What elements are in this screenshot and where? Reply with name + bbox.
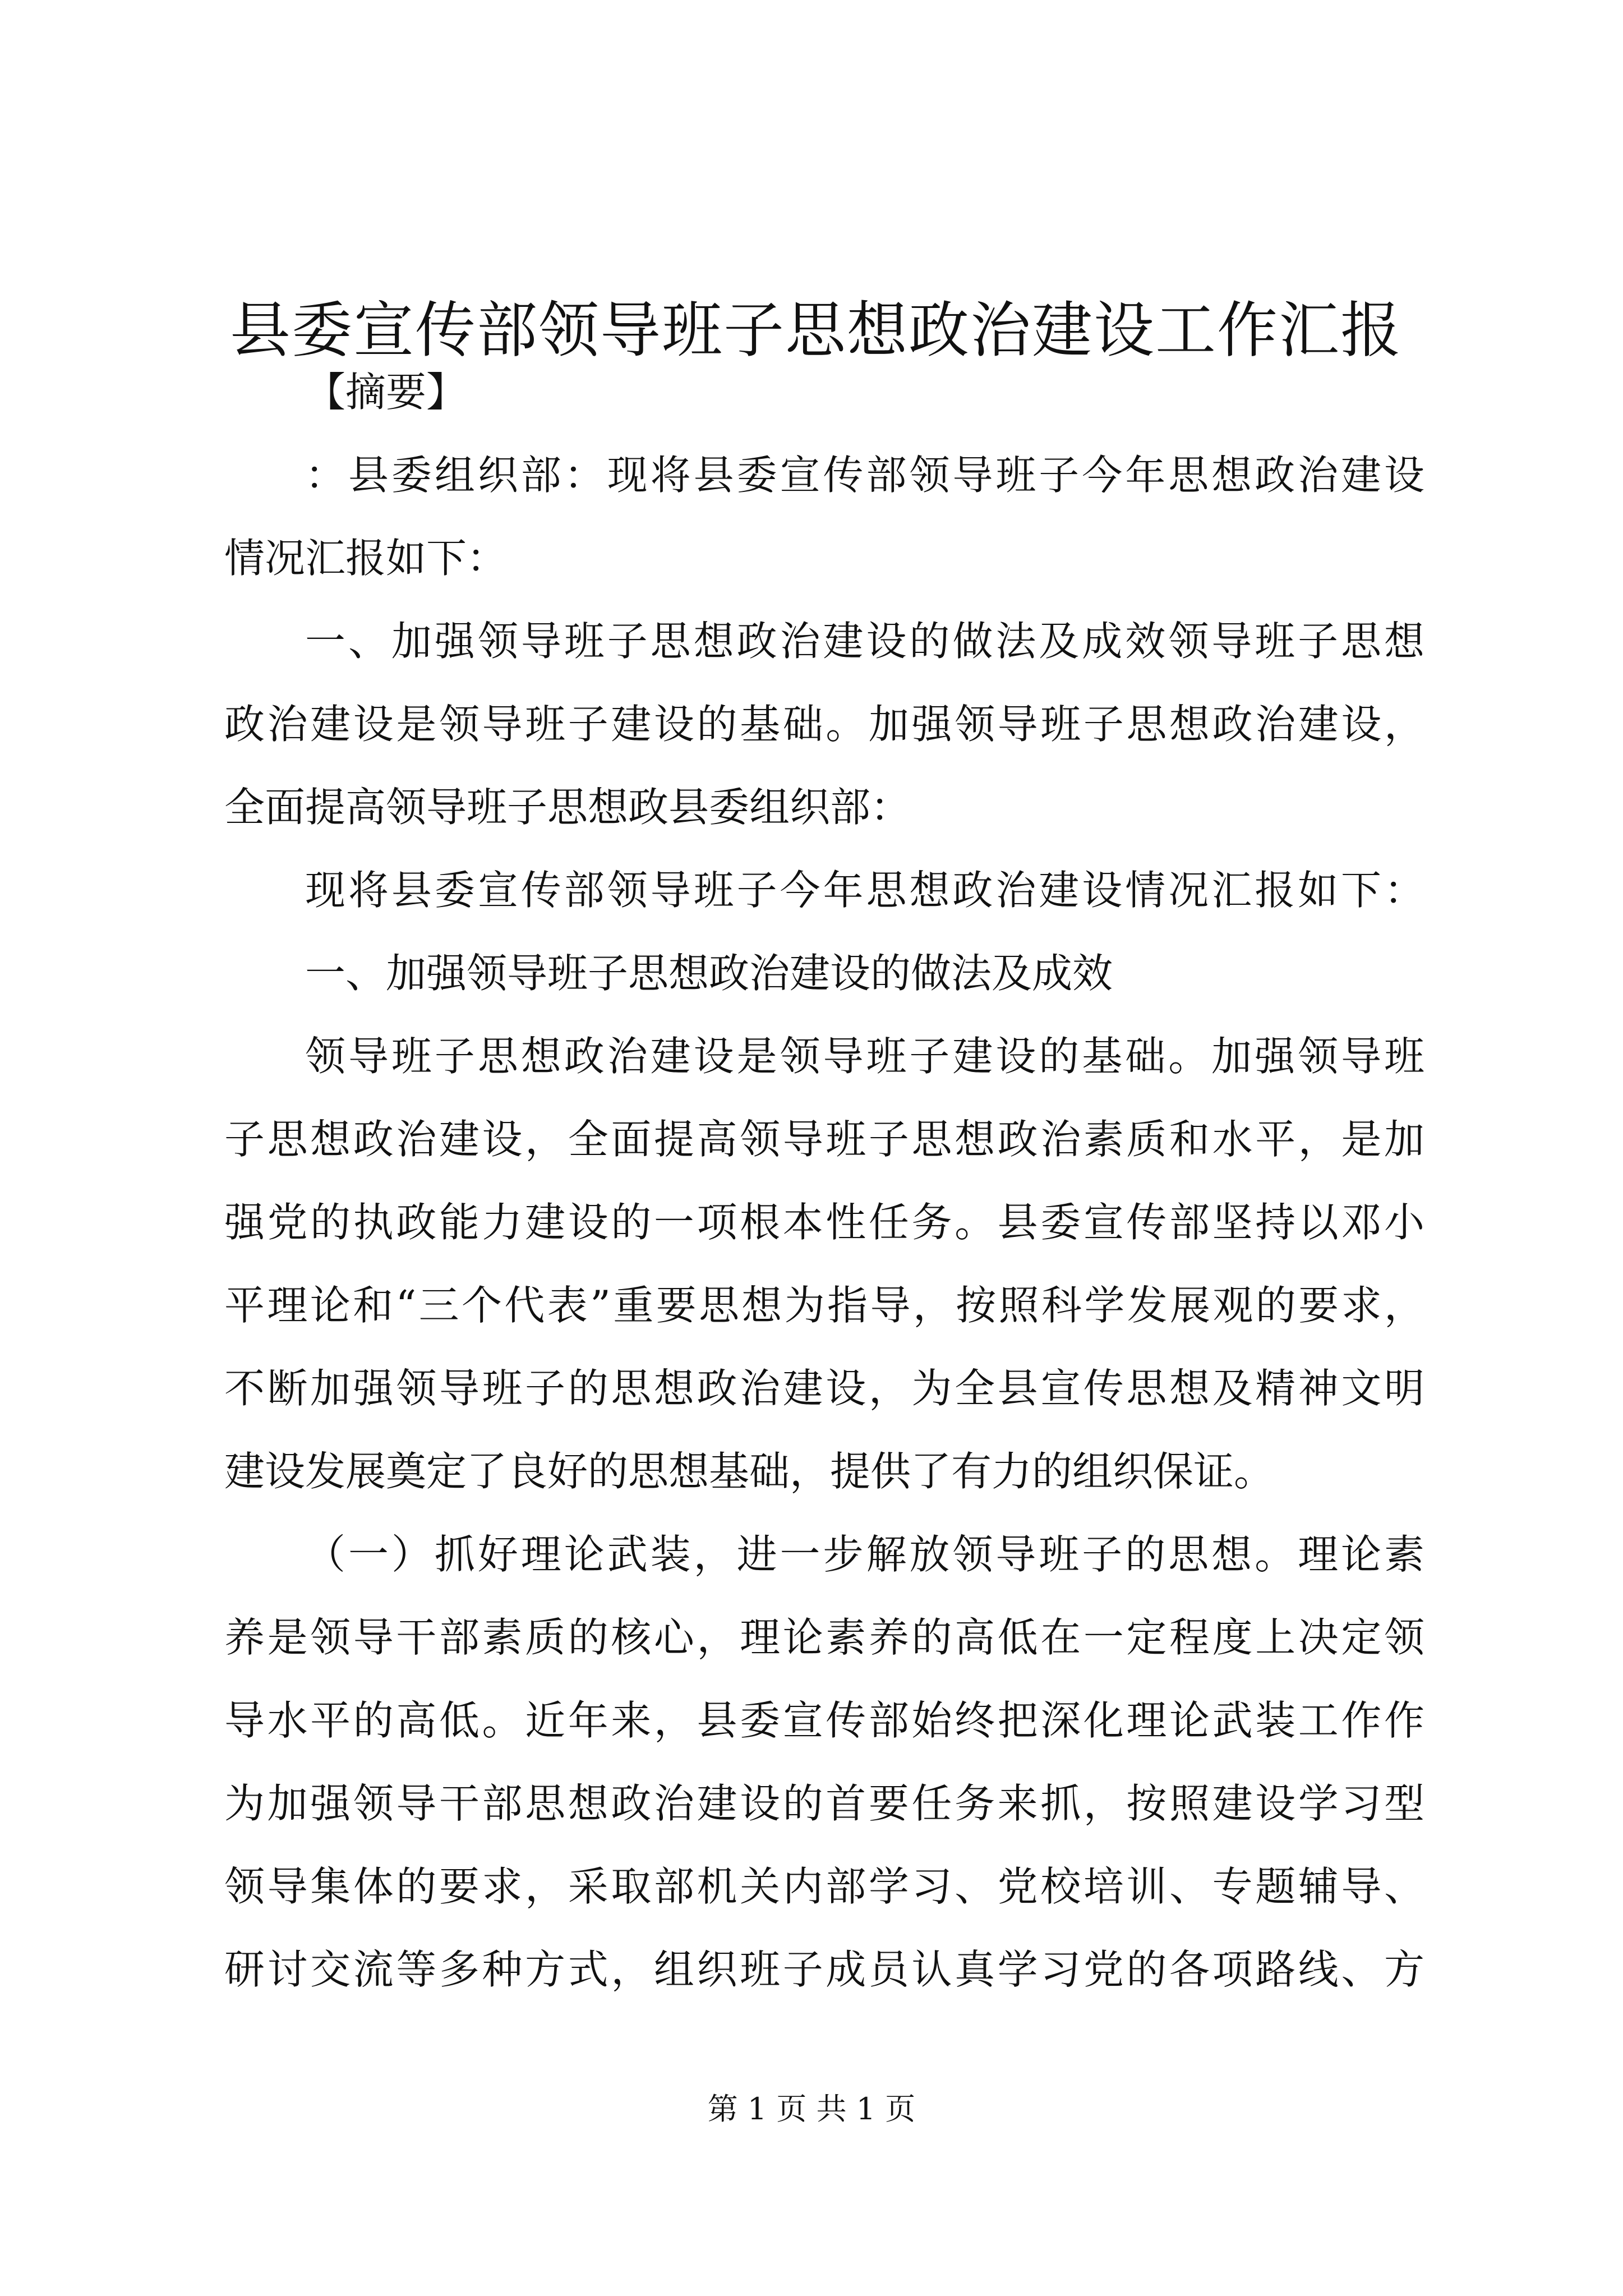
paragraph-line: 全面提高领导班子思想政县委组织部： [224, 784, 911, 831]
abstract-heading: 【摘要】 [305, 369, 467, 416]
document-body [224, 351, 1424, 2011]
paragraph-line: 为加强领导干部思想政治建设的首要任务来抓，按照建设学习型 [224, 1780, 1424, 1827]
paragraph-line: 子思想政治建设，全面提高领导班子思想政治素质和水平，是加 [224, 1116, 1424, 1163]
paragraph-line: ：县委组织部：现将县委宣传部领导班子今年思想政治建设 [305, 452, 1424, 499]
paragraph-line: 情况汇报如下： [224, 535, 508, 582]
paragraph-line: 建设发展奠定了良好的思想基础，提供了有力的组织保证。 [224, 1448, 1275, 1495]
paragraph-line: 领导班子思想政治建设是领导班子建设的基础。加强领导班 [305, 1033, 1424, 1080]
paragraph-line: 研讨交流等多种方式，组织班子成员认真学习党的各项路线、方 [224, 1946, 1424, 1993]
paragraph-line: 养是领导干部素质的核心，理论素养的高低在一定程度上决定领 [224, 1614, 1424, 1661]
paragraph-line: 强党的执政能力建设的一项根本性任务。县委宣传部坚持以邓小 [224, 1199, 1424, 1246]
paragraph-line: 不断加强领导班子的思想政治建设，为全县宣传思想及精神文明 [224, 1365, 1424, 1412]
document-title: 县委宣传部领导班子思想政治建设工作汇报 [229, 296, 1402, 366]
paragraph-line: 一、加强领导班子思想政治建设的做法及成效领导班子思想 [305, 618, 1424, 665]
paragraph-line: 现将县委宣传部领导班子今年思想政治建设情况汇报如下： [305, 867, 1424, 914]
paragraph-line: 导水平的高低。近年来，县委宣传部始终把深化理论武装工作作 [224, 1697, 1424, 1744]
paragraph-line: 领导集体的要求，采取部机关内部学习、党校培训、专题辅导、 [224, 1863, 1424, 1910]
paragraph-line: 平理论和“三个代表”重要思想为指导，按照科学发展观的要求， [224, 1282, 1424, 1329]
page-number-footer: 第 1 页 共 1 页 [707, 2091, 916, 2127]
section-heading: 一、加强领导班子思想政治建设的做法及成效 [305, 950, 1113, 997]
paragraph-line: 政治建设是领导班子建设的基础。加强领导班子思想政治建设， [224, 701, 1424, 748]
paragraph-line: （一）抓好理论武装，进一步解放领导班子的思想。理论素 [305, 1531, 1424, 1578]
